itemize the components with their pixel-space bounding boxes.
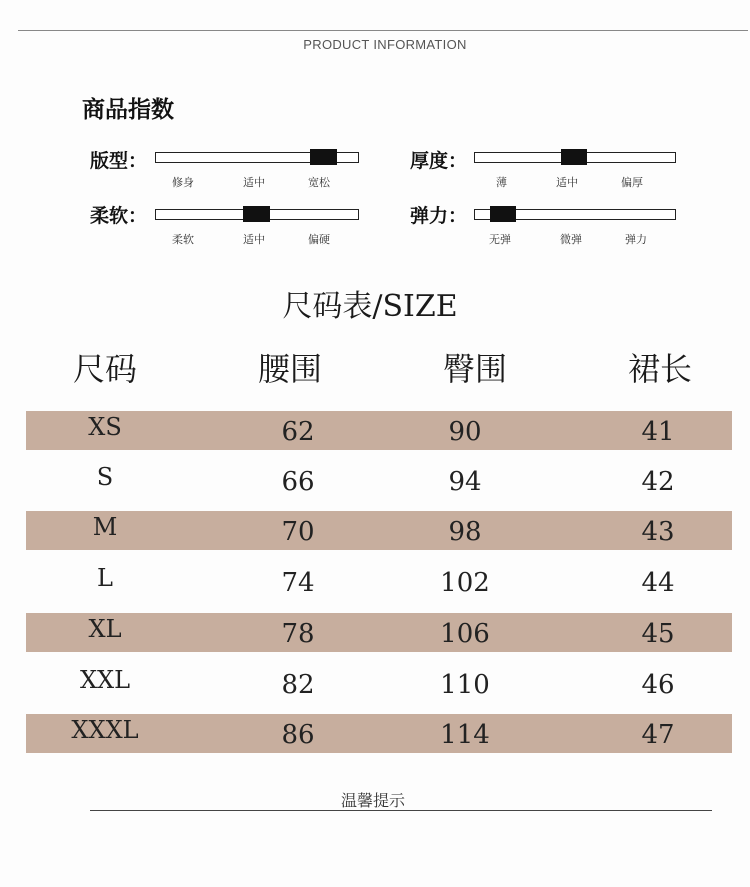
scale-label: 适中	[556, 176, 578, 189]
table-row	[26, 511, 732, 550]
cell-length: 46	[641, 670, 675, 700]
indicator-label: 版型：	[90, 150, 148, 172]
table-row	[26, 461, 732, 500]
cell-waist: 82	[281, 670, 315, 700]
scale-label: 薄	[496, 176, 507, 189]
indicator-marker	[243, 206, 270, 222]
cell-waist: 78	[281, 619, 315, 649]
cell-waist: 70	[281, 517, 315, 547]
table-row	[26, 664, 732, 703]
table-row	[26, 562, 732, 601]
cell-waist: 86	[281, 720, 315, 750]
column-header-size: 尺码	[72, 350, 138, 388]
cell-length: 44	[641, 568, 675, 598]
cell-length: 41	[641, 417, 675, 447]
indicator-marker	[561, 149, 587, 165]
cell-hip: 110	[440, 670, 490, 700]
cell-size: XS	[88, 413, 122, 441]
column-header-length: 裙长	[627, 350, 693, 388]
cell-waist: 66	[281, 467, 315, 497]
scale-label: 微弹	[560, 233, 582, 246]
cell-waist: 74	[281, 568, 315, 598]
product-information-header: PRODUCT INFORMATION	[303, 37, 467, 52]
cell-length: 43	[641, 517, 675, 547]
scale-label: 无弹	[489, 233, 511, 246]
column-header-hip: 臀围	[442, 350, 508, 388]
size-chart-title: 尺码表/SIZE	[282, 289, 458, 324]
indicator-marker	[310, 149, 337, 165]
scale-label: 修身	[172, 176, 194, 189]
cell-hip: 90	[448, 417, 482, 447]
cell-size: M	[92, 513, 118, 541]
cell-hip: 102	[440, 568, 490, 598]
cell-size: L	[97, 564, 113, 592]
scale-label: 偏厚	[621, 176, 643, 189]
column-header-waist: 腰围	[257, 350, 323, 388]
cell-hip: 114	[440, 720, 490, 750]
scale-label: 适中	[243, 233, 265, 246]
cell-length: 47	[641, 720, 675, 750]
table-row	[26, 411, 732, 450]
scale-label: 柔软	[172, 233, 194, 246]
tips-heading: 温馨提示	[340, 791, 405, 810]
section-title: 商品指数	[82, 97, 174, 123]
scale-label: 宽松	[308, 176, 330, 189]
indicator-label: 柔软：	[90, 205, 148, 227]
cell-hip: 106	[440, 619, 490, 649]
indicator-marker	[490, 206, 516, 222]
scale-label: 偏硬	[308, 233, 330, 246]
cell-size: S	[96, 463, 114, 491]
indicator-label: 厚度：	[410, 150, 468, 172]
cell-hip: 94	[448, 467, 482, 497]
cell-size: XL	[88, 615, 122, 643]
top-divider	[18, 30, 748, 31]
indicator-label: 弹力：	[410, 205, 468, 227]
scale-label: 弹力	[625, 233, 647, 246]
scale-label: 适中	[243, 176, 265, 189]
cell-hip: 98	[448, 517, 482, 547]
cell-size: XXXL	[71, 716, 139, 744]
table-row	[26, 613, 732, 652]
cell-length: 45	[641, 619, 675, 649]
cell-length: 42	[641, 467, 675, 497]
cell-size: XXL	[79, 666, 131, 694]
bottom-divider	[90, 810, 712, 811]
cell-waist: 62	[281, 417, 315, 447]
